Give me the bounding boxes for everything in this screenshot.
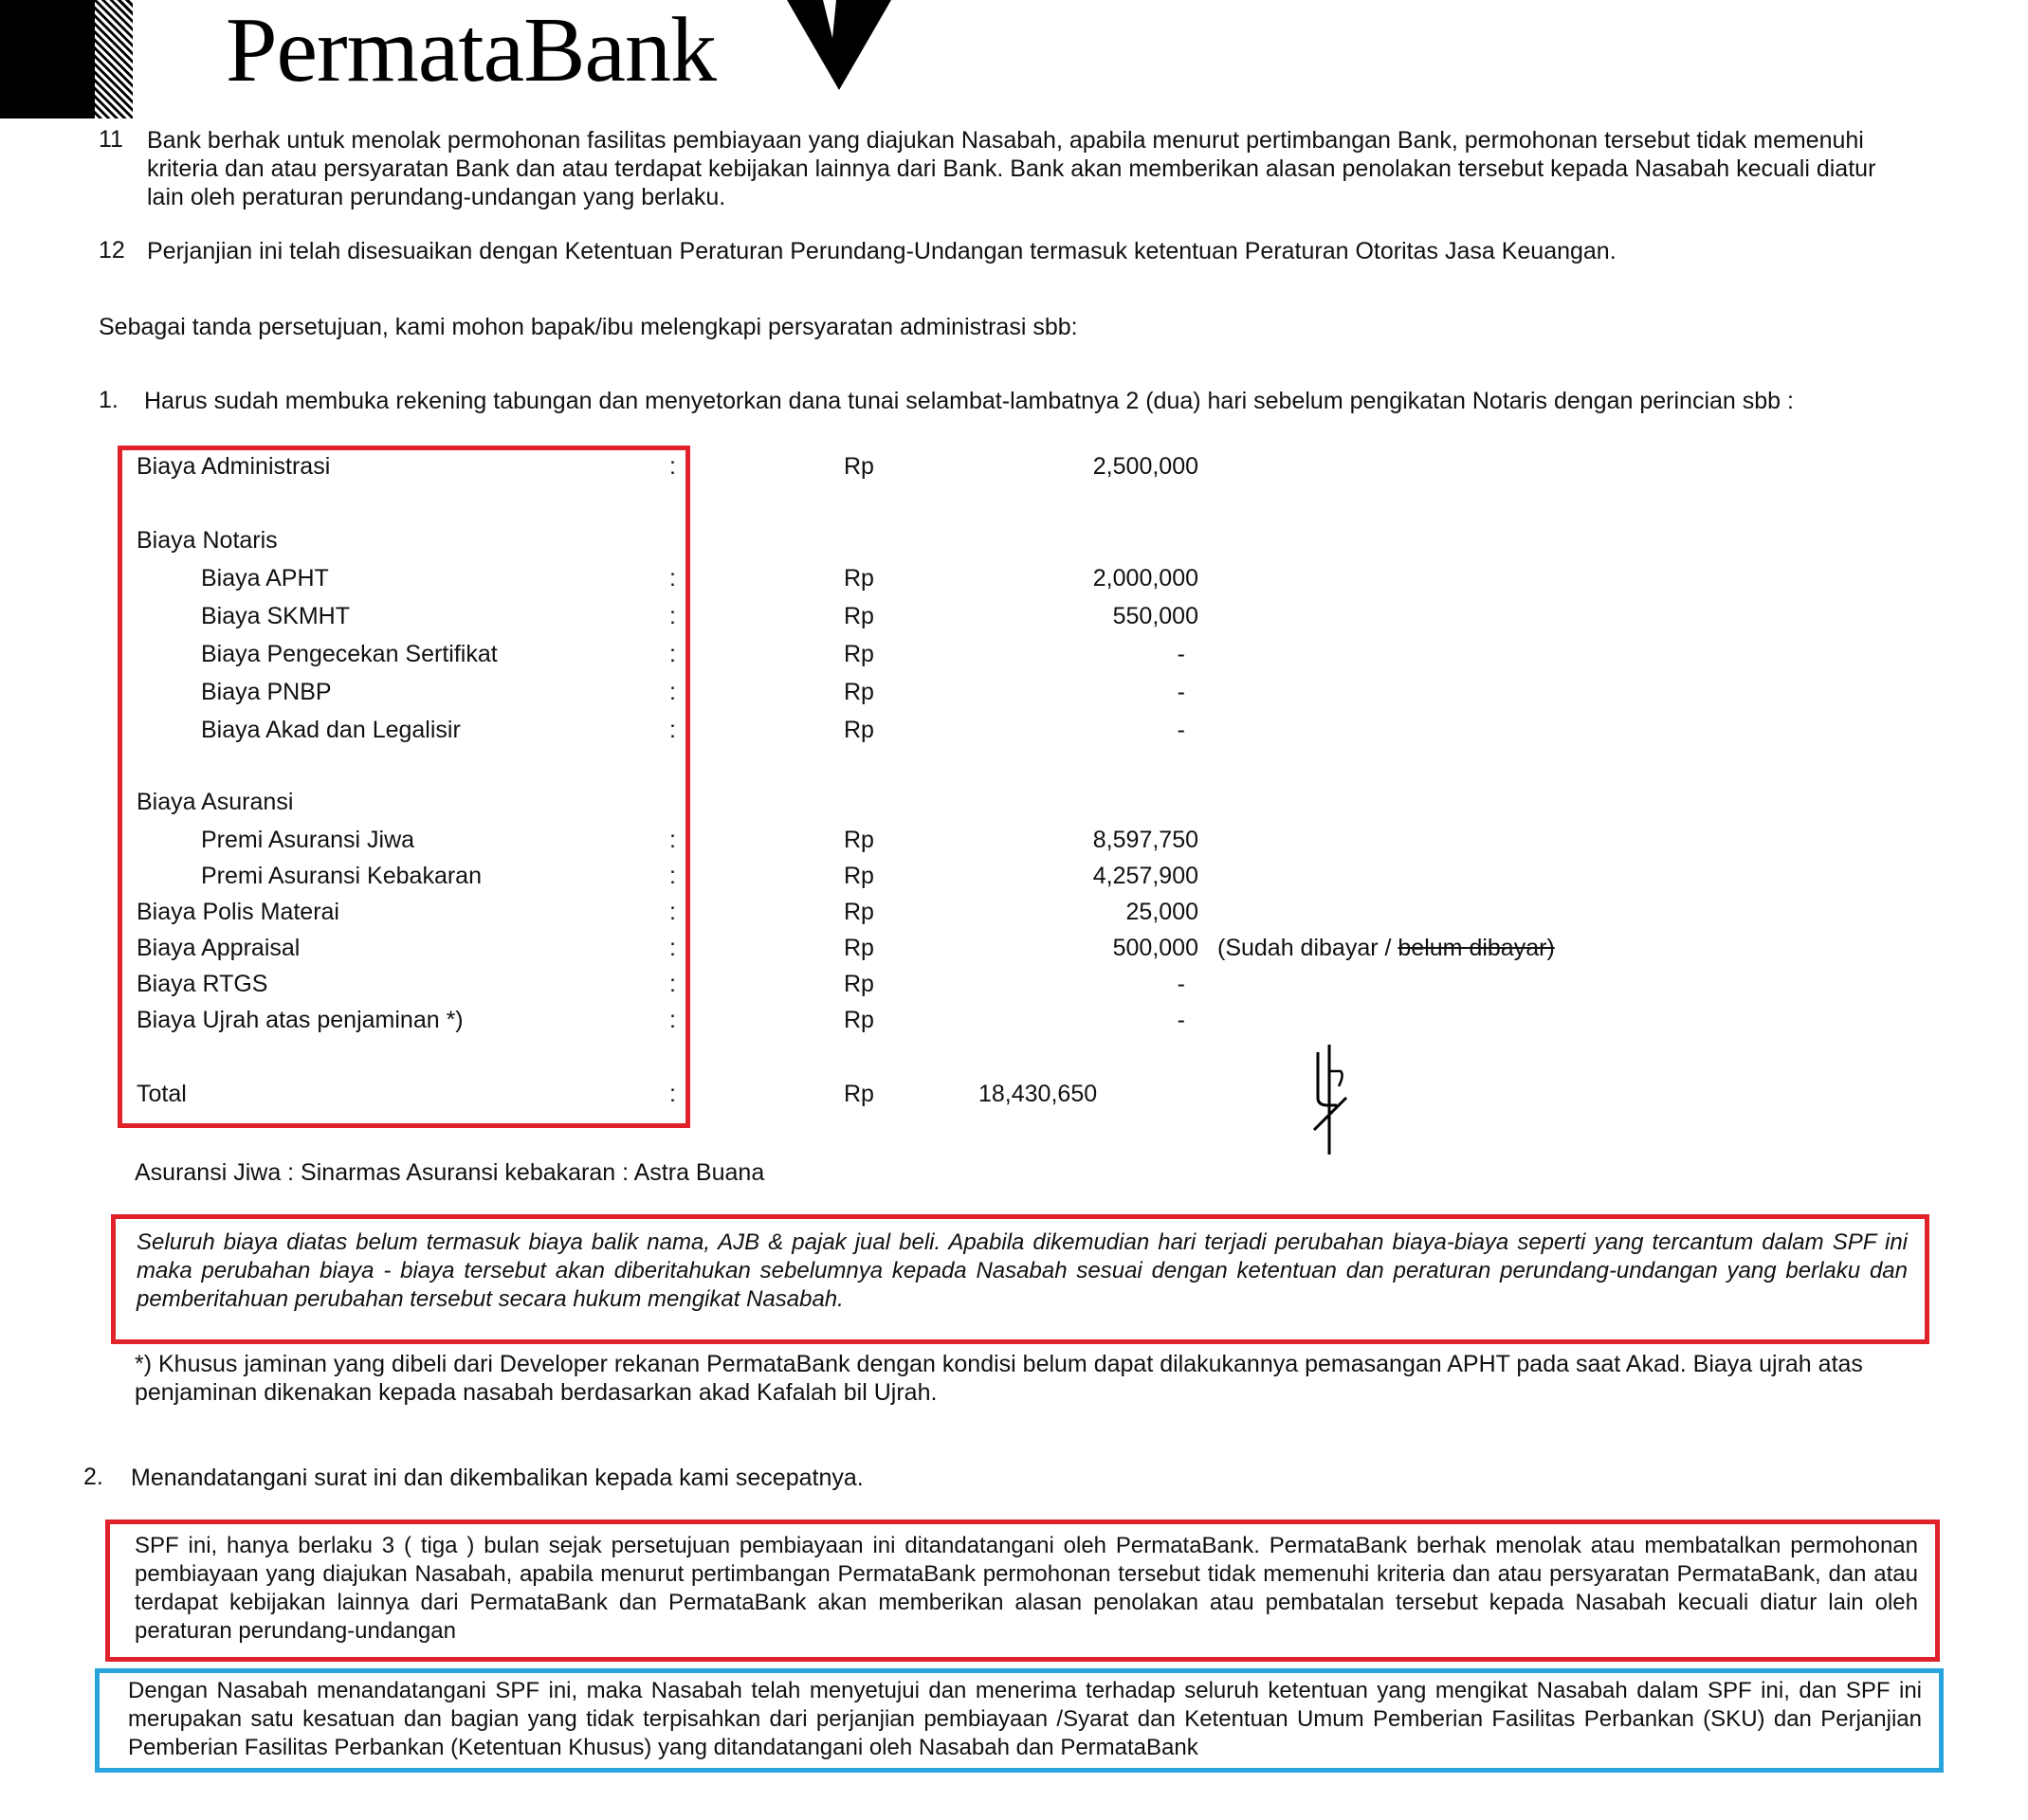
fee-currency: Rp (844, 827, 874, 853)
fee-currency: Rp (844, 565, 874, 592)
fee-currency: Rp (844, 863, 874, 889)
fee-currency: Rp (844, 935, 874, 961)
fee-colon: : (669, 971, 676, 997)
fee-label: Biaya Ujrah atas penjaminan *) (137, 1007, 464, 1033)
fee-value: - (1177, 717, 1185, 743)
clause-text: Perjanjian ini telah disesuaikan dengan Ketentuan Peraturan Perundang-Undangan termasuk ketentuan Peraturan Otoritas Jasa Keuangan. (147, 238, 1617, 264)
fee-row (137, 713, 1198, 747)
fee-colon: : (669, 899, 676, 925)
fee-colon: : (669, 641, 676, 667)
fee-row-appraisal (137, 931, 1653, 965)
fee-label: Biaya Administrasi (137, 453, 331, 480)
fee-currency: Rp (844, 899, 874, 925)
fee-colon: : (669, 1007, 676, 1033)
fee-group-header (137, 523, 1198, 557)
clause-number: 12 (99, 237, 125, 264)
fee-row (137, 637, 1198, 671)
fee-group-header (137, 785, 1198, 819)
agreement-notice-text: Dengan Nasabah menandatangani SPF ini, maka Nasabah telah menyetujui dan menerima terhadap seluruh ketentuan yang mengikat Nasabah dalam SPF ini, dan SPF ini merupakan satu kesatuan dan bagian yang tidak terpisahkan dari perjanjian pembiayaan /Syarat dan Ketentuan Umum Pemberian Fasilitas Perbankan (SKU) dan Perjanjian Pemberian Fasilitas Perbankan (Ketentuan Khusus) yang ditandatangani oleh Nasabah dan PermataBank (128, 1678, 1922, 1760)
fee-label: Biaya RTGS (137, 971, 268, 997)
fee-currency: Rp (844, 453, 874, 480)
fee-currency: Rp (844, 1081, 874, 1107)
requirement-number: 2. (83, 1464, 103, 1490)
fee-currency: Rp (844, 641, 874, 667)
requirement-text: Menandatangani surat ini dan dikembalikan kepada kami secepatnya. (131, 1465, 864, 1491)
fee-label: Premi Asuransi Jiwa (201, 827, 415, 853)
fee-colon: : (669, 453, 676, 480)
fee-value: 2,500,000 (1092, 453, 1198, 480)
scan-corner-artifact (0, 0, 133, 118)
fee-value: - (1177, 971, 1185, 997)
fee-row (137, 675, 1198, 709)
cost-change-notice-box (111, 1214, 1929, 1344)
fee-colon: : (669, 827, 676, 853)
bank-logo-icon (787, 0, 891, 90)
validity-notice-box (105, 1520, 1940, 1662)
fee-label: Premi Asuransi Kebakaran (201, 863, 482, 889)
fee-value: - (1177, 641, 1185, 667)
fee-table (137, 449, 1555, 1132)
fee-value: 8,597,750 (1092, 827, 1198, 853)
fee-row (137, 449, 1198, 483)
intro-text: Sebagai tanda persetujuan, kami mohon bapak/ibu melengkapi persyaratan administrasi sbb: (99, 314, 1078, 340)
fee-value: - (1177, 1007, 1185, 1033)
fee-row (137, 561, 1198, 595)
fee-value: 500,000 (1112, 935, 1198, 961)
total-value: 18,430,650 (978, 1081, 1098, 1107)
fee-currency: Rp (844, 679, 874, 705)
fee-row (137, 1003, 1198, 1037)
fee-value: - (1177, 679, 1185, 705)
fee-colon: : (669, 863, 676, 889)
requirement-number: 1. (99, 387, 119, 413)
total-label: Total (137, 1081, 187, 1107)
fee-currency: Rp (844, 1007, 874, 1033)
bank-logo-text: PermataBank (226, 0, 716, 101)
clause-number: 11 (99, 126, 123, 153)
fee-row (137, 859, 1198, 893)
validity-notice-text: SPF ini, hanya berlaku 3 ( tiga ) bulan sejak persetujuan pembiayaan ini ditandatangani oleh PermataBank. PermataBank berhak menolak atau membatalkan permohonan pembiayaan yang diajukan Nasabah, apabila menurut pertimbangan PermataBank permohonan tersebut tidak memenuhi kriteria dan atau persyaratan PermataBank, dan atau terdapat kebijakan lainnya dari PermataBank dan PermataBank akan memberikan alasan penolakan atau pembatalan tersebut kepada Nasabah kecuali diatur lain oleh peraturan perundang-undangan (135, 1533, 1918, 1644)
fee-total-row (137, 1077, 1198, 1111)
fee-currency: Rp (844, 717, 874, 743)
fee-label: Biaya APHT (201, 565, 329, 592)
fee-value: 4,257,900 (1092, 863, 1198, 889)
fee-label: Biaya SKMHT (201, 603, 350, 629)
fee-colon: : (669, 717, 676, 743)
paid-status-text: (Sudah dibayar / (1217, 935, 1398, 961)
fee-colon: : (669, 603, 676, 629)
fee-colon: : (669, 679, 676, 705)
fee-label: Biaya Appraisal (137, 935, 301, 961)
fee-label: Biaya PNBP (201, 679, 332, 705)
fee-colon: : (669, 565, 676, 592)
appraisal-payment-note (1217, 931, 1555, 965)
fee-row (137, 599, 1198, 633)
fee-label: Biaya Pengecekan Sertifikat (201, 641, 498, 667)
footnote-text: *) Khusus jaminan yang dibeli dari Developer rekanan PermataBank dengan kondisi belum dapat dilakukannya pemasangan APHT pada saat Akad. Biaya ujrah atas penjaminan dikenakan kepada nasabah berdasarkan akad Kafalah bil Ujrah. (135, 1351, 1863, 1406)
cost-change-notice-text: Seluruh biaya diatas belum termasuk biaya balik nama, AJB & pajak jual beli. Apabila dikemudian hari terjadi perubahan biaya-biaya seperti yang tercantum dalam SPF ini maka perubahan biaya - biaya tersebut akan diberitahukan sebelumnya kepada Nasabah sesuai dengan ketentuan dan peraturan perundang-undangan yang berlaku dan pemberitahuan perubahan tersebut secara hukum mengikat Nasabah. (137, 1229, 1908, 1312)
fee-label: Biaya Notaris (137, 527, 278, 554)
fee-colon: : (669, 935, 676, 961)
fee-value: 550,000 (1112, 603, 1198, 629)
fee-value: 25,000 (1125, 899, 1198, 925)
fee-currency: Rp (844, 603, 874, 629)
fee-colon: : (669, 1081, 676, 1107)
fee-row (137, 967, 1198, 1001)
fee-label: Biaya Akad dan Legalisir (201, 717, 461, 743)
fee-currency: Rp (844, 971, 874, 997)
initials-signature-icon (1308, 1043, 1365, 1156)
fee-value: 2,000,000 (1092, 565, 1198, 592)
fee-row (137, 823, 1198, 857)
agreement-notice-box (95, 1668, 1944, 1773)
fee-label: Biaya Polis Materai (137, 899, 339, 925)
clause-text: Bank berhak untuk menolak permohonan fasilitas pembiayaan yang diajukan Nasabah, apabila menurut pertimbangan Bank, permohonan tersebut tidak memenuhi kriteria dan atau persyaratan Bank dan atau terdapat kebijakan lainnya dari Bank. Bank akan memberikan alasan penolakan tersebut kepada Nasabah kecuali diatur lain oleh peraturan perundang-undangan yang berlaku. (147, 127, 1876, 210)
struck-unpaid-status-text: belum dibayar) (1398, 935, 1555, 961)
fee-row (137, 895, 1198, 929)
requirement-text: Harus sudah membuka rekening tabungan dan menyetorkan dana tunai selambat-lambatnya 2 (dua) hari sebelum pengikatan Notaris dengan perincian sbb : (144, 388, 1794, 414)
fee-label: Biaya Asuransi (137, 789, 294, 815)
insurers-text: Asuransi Jiwa : Sinarmas Asuransi kebakaran : Astra Buana (135, 1159, 765, 1186)
